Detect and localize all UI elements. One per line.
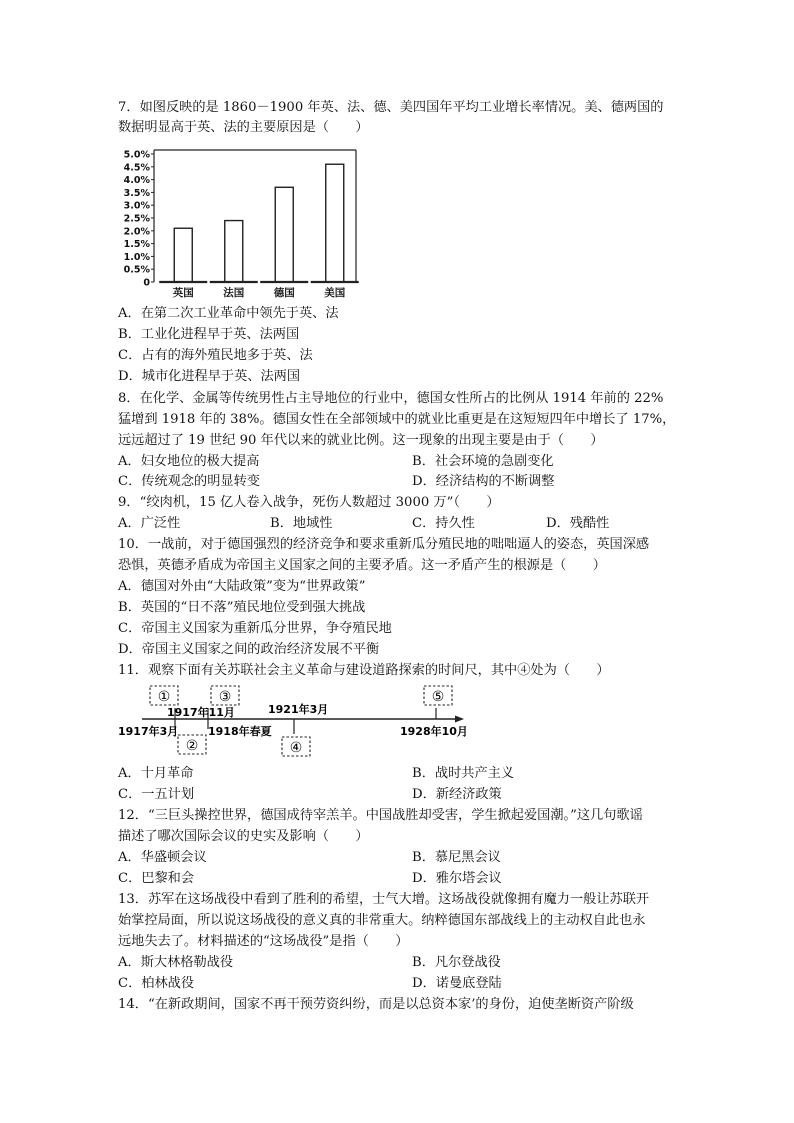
q13-option-d: D．诺曼底登陆: [412, 976, 502, 991]
q13-stem-line1: 13．苏军在这场战役中看到了胜利的希望，士气大增。这场战役就像拥有魔力一般让苏联开: [118, 892, 650, 907]
chart-ytick-label: 1.5%: [123, 239, 150, 251]
q10-stem-line1: 10．一战前，对于德国强烈的经济竞争和要求重新瓜分殖民地的咄咄逼人的姿态，英国深感: [118, 537, 650, 552]
chart-bar: [225, 221, 243, 282]
chart-ytick-label: 0.5%: [123, 264, 150, 276]
q10-stem-line2: 恐惧，英德矛盾成为帝国主义国家之间的主要矛盾。这一矛盾产生的根源是（ ）: [118, 558, 606, 573]
q14-stem-line1: 14．“在新政期间，国家不再干预劳资纠纷，而是以总资本家’的身份，迫使垄断资产阶级: [118, 997, 634, 1012]
q7-bar-chart: [112, 142, 362, 302]
chart-ytick-label: 0: [143, 277, 150, 289]
chart-bar: [174, 228, 192, 282]
q8-stem-line1: 8．在化学、金属等传统男性占主导地位的行业中，德国女性所占的比例从 1914 年前的 22%: [118, 391, 664, 406]
chart-ytick-label: 4.5%: [123, 162, 150, 174]
q11-stem: 11．观察下面有关苏联社会主义革命与建设道路探索的时间尺，其中④处为（ ）: [118, 663, 610, 678]
q8-option-a: A．妇女地位的极大提高: [118, 454, 260, 469]
chart-category-label: 法国: [223, 287, 245, 299]
q11-option-b: B．战时共产主义: [412, 766, 515, 781]
chart-ytick-label: 4.0%: [123, 175, 150, 187]
q9-option-d: D．残酷性: [546, 516, 610, 531]
q8-option-d: D．经济结构的不断调整: [412, 474, 555, 489]
q9-option-c: C．持久性: [412, 516, 475, 531]
chart-bar: [275, 187, 293, 282]
timeline-marker-2: ②: [185, 738, 199, 754]
timeline-marker-3: ③: [218, 689, 232, 705]
chart-ytick-label: 2.0%: [123, 226, 150, 238]
q12-option-a: A．华盛顿会议: [118, 850, 207, 865]
q7-option-d: D．城市化进程早于英、法两国: [118, 369, 301, 384]
q12-stem-line2: 描述了哪次国际会议的史实及影响（ ）: [118, 829, 369, 844]
q13-option-c: C．柏林战役: [118, 976, 195, 991]
q10-option-b: B．英国的“日不落”殖民地位受到强大挑战: [118, 600, 366, 615]
q12-stem-line1: 12．“三巨头操控世界，德国成待宰羔羊。中国战胜却受害，学生掀起爱国潮。”这几句歌谣: [118, 808, 643, 823]
q7-option-a: A．在第二次工业革命中领先于英、法: [118, 306, 339, 321]
timeline-label-1917-11: 1917年11月: [167, 706, 235, 719]
q7-stem-line2: 数据明显高于英、法的主要原因是（ ）: [118, 120, 369, 135]
q11-option-d: D．新经济政策: [412, 787, 502, 802]
timeline-marker-4: ④: [289, 740, 303, 756]
q13-stem-line2: 始掌控局面，所以说这场战役的意义真的非常重大。纳粹德国东部战线上的主动权自此也永: [118, 913, 646, 928]
q11-timeline: [112, 682, 472, 760]
timeline-marker-1: ①: [157, 689, 171, 705]
chart-ytick-label: 1.0%: [123, 251, 150, 263]
timeline-label-1928-10: 1928年10月: [400, 725, 468, 738]
timeline-label-1921-3: 1921年3月: [268, 703, 329, 716]
chart-ytick-label: 3.5%: [123, 187, 150, 199]
chart-category-label: 德国: [273, 287, 295, 299]
q7-option-b: B．工业化进程早于英、法两国: [118, 327, 300, 342]
q9-option-a: A．广泛性: [118, 516, 181, 531]
chart-ytick-label: 5.0%: [123, 149, 150, 161]
chart-ytick-label: 2.5%: [123, 213, 150, 225]
q8-option-c: C．传统观念的明显转变: [118, 474, 260, 489]
chart-ytick-label: 3.0%: [123, 200, 150, 212]
q13-stem-line3: 远地失去了。材料描述的“这场战役”是指（ ）: [118, 934, 409, 949]
q12-option-d: D．雅尔塔会议: [412, 871, 502, 886]
q10-option-a: A．德国对外由“大陆政策”变为“世界政策”: [118, 579, 366, 594]
q10-option-d: D．帝国主义国家之间的政治经济发展不平衡: [118, 642, 380, 657]
q12-option-b: B．慕尼黑会议: [412, 850, 501, 865]
timeline-label-1918: 1918年春夏: [208, 725, 272, 738]
q9-option-b: B．地域性: [270, 516, 333, 531]
chart-category-label: 美国: [324, 287, 346, 299]
q8-option-b: B．社会环境的急剧变化: [412, 454, 554, 469]
q10-option-c: C．帝国主义国家为重新瓜分世界，争夺殖民地: [118, 621, 392, 636]
timeline-marker-5: ⑤: [431, 689, 445, 705]
q7-stem-line1: 7．如图反映的是 1860－1900 年英、法、德、美四国年平均工业增长率情况。美、德两国的: [118, 100, 664, 115]
q7-option-c: C．占有的海外殖民地多于英、法: [118, 348, 313, 363]
q12-option-c: C．巴黎和会: [118, 871, 195, 886]
q8-stem-line3: 远远超过了 19 世纪 90 年代以来的就业比例。这一现象的出现主要是由于（ ）: [118, 433, 604, 448]
q8-stem-line2: 猛增到 1918 年的 38%。德国女性在全部领域中的就业比重更是在这短短四年中增长了 17%，: [118, 412, 676, 427]
timeline-label-1917-3: 1917年3月: [118, 725, 179, 738]
q11-option-c: C．一五计划: [118, 787, 195, 802]
chart-category-label: 英国: [172, 287, 194, 299]
chart-bar: [326, 164, 344, 282]
q13-option-a: A．斯大林格勒战役: [118, 955, 234, 970]
q9-stem: 9．“绞肉机，15 亿人卷入战争，死伤人数超过 3000 万”（ ）: [118, 495, 500, 510]
q13-option-b: B．凡尔登战役: [412, 955, 501, 970]
q11-option-a: A．十月革命: [118, 766, 194, 781]
